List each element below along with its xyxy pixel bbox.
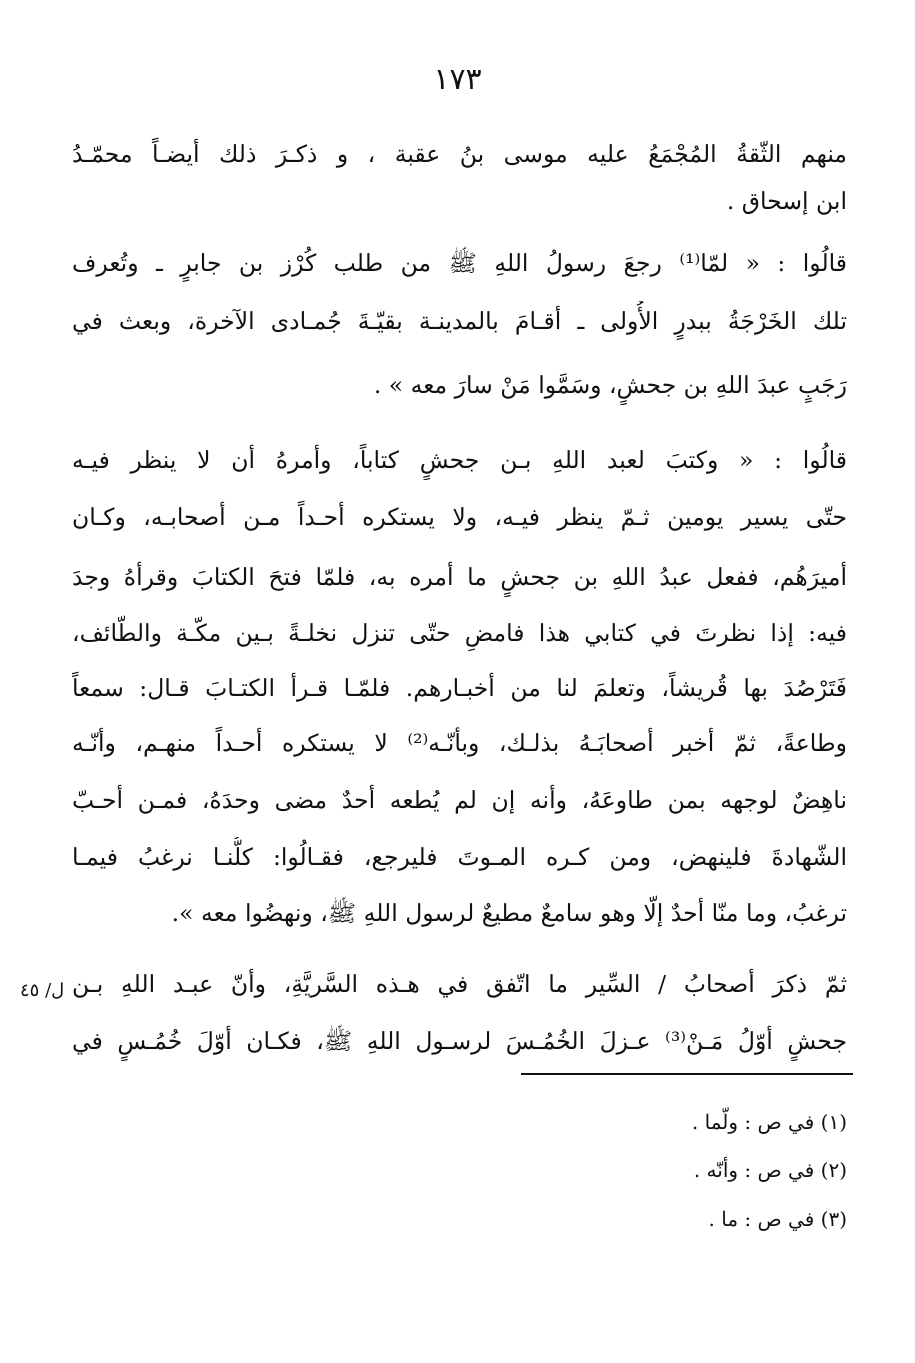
text-line-14: ترغبُ، وما منّا أحدٌ إلّا وهو سامعٌ مطيعٌ لرسول اللهِ ﷺ، ونهضُوا معه ». <box>171 899 847 927</box>
text-line-7: حتّى يسير يومين ثـمّ ينظر فيـه، ولا يستكره أحـداً مـن أصحابـه، وكـان <box>72 503 847 531</box>
text-line-16: جحشٍ أوّلُ مَـنْ⁽³⁾ عـزلَ الخُمُـسَ لرسـول اللهِ ﷺ، فكـان أوّلَ خُمُـسٍ في <box>72 1027 847 1055</box>
footnote-3: (٣) في ص : ما . <box>708 1207 847 1231</box>
text-line-2: ابن إسحاق . <box>726 187 847 215</box>
footnote-1: (١) في ص : ولّما . <box>691 1110 847 1134</box>
footnote-separator <box>521 1073 853 1075</box>
text-line-3: قالُوا : « لمّا⁽¹⁾ رجعَ رسولُ اللهِ ﷺ من طلب كُرْز بن جابرٍ ـ وتُعرف <box>72 249 847 277</box>
text-line-1: منهم الثّقةُ المُجْمَعُ عليه موسى بنُ عقبة ، و ذكـرَ ذلك أيضـاً محمّـدُ <box>72 140 847 168</box>
footnote-2: (٢) في ص : وأنّه . <box>693 1158 847 1182</box>
page-number: ١٧٣ <box>433 62 482 97</box>
text-line-12: ناهِضٌ لوجهه بمن طاوعَهُ، وأنه إن لم يُطعه أحدٌ مضى وحدَهُ، فمـن أحـبّ <box>72 786 847 814</box>
text-line-15: ثمّ ذكرَ أصحابُ / السِّير ما اتّفق في هـذه السَّريَّةِ، وأنّ عبـد اللهِ بـن <box>72 970 847 998</box>
text-line-8: أميرَهُم، ففعل عبدُ اللهِ بن جحشٍ ما أمره به، فلمّا فتحَ الكتابَ وقرأهُ وجدَ <box>72 563 847 591</box>
text-line-4: تلك الخَرْجَةُ ببدرٍ الأُولى ـ أقـامَ بالمدينـة بقيّـةَ جُمـادى الآخرة، وبعث في <box>72 307 847 335</box>
text-line-9: فيه: إذا نظرتَ في كتابي هذا فامضِ حتّى تنزل نخلـةً بـين مكّـة والطّائف، <box>72 619 847 647</box>
text-line-10: فَتَرْصُدَ بها قُريشاً، وتعلمَ لنا من أخبـارهم. فلمّـا قـرأ الكتـابَ قـال: سمعاً <box>72 674 847 702</box>
margin-folio-note: ل/ ٤٥ <box>20 980 65 1001</box>
text-line-5: رَجَبٍ عبدَ اللهِ بن جحشٍ، وسَمَّوا مَنْ سارَ معه » . <box>373 371 847 399</box>
text-line-13: الشّهادةَ فلينهض، ومن كـره المـوتَ فليرجع، فقـالُوا: كلُّنـا نرغبُ فيمـا <box>72 843 847 871</box>
text-line-11: وطاعةً، ثمّ أخبر أصحابَـهُ بذلـك، وبأنّـه⁽²⁾ لا يستكره أحـداً منهـم، وأنّـه <box>72 729 847 757</box>
text-line-6: قالُوا : « وكتبَ لعبد اللهِ بـن جحشٍ كتاباً، وأمرهُ أن لا ينظر فيـه <box>72 446 847 474</box>
